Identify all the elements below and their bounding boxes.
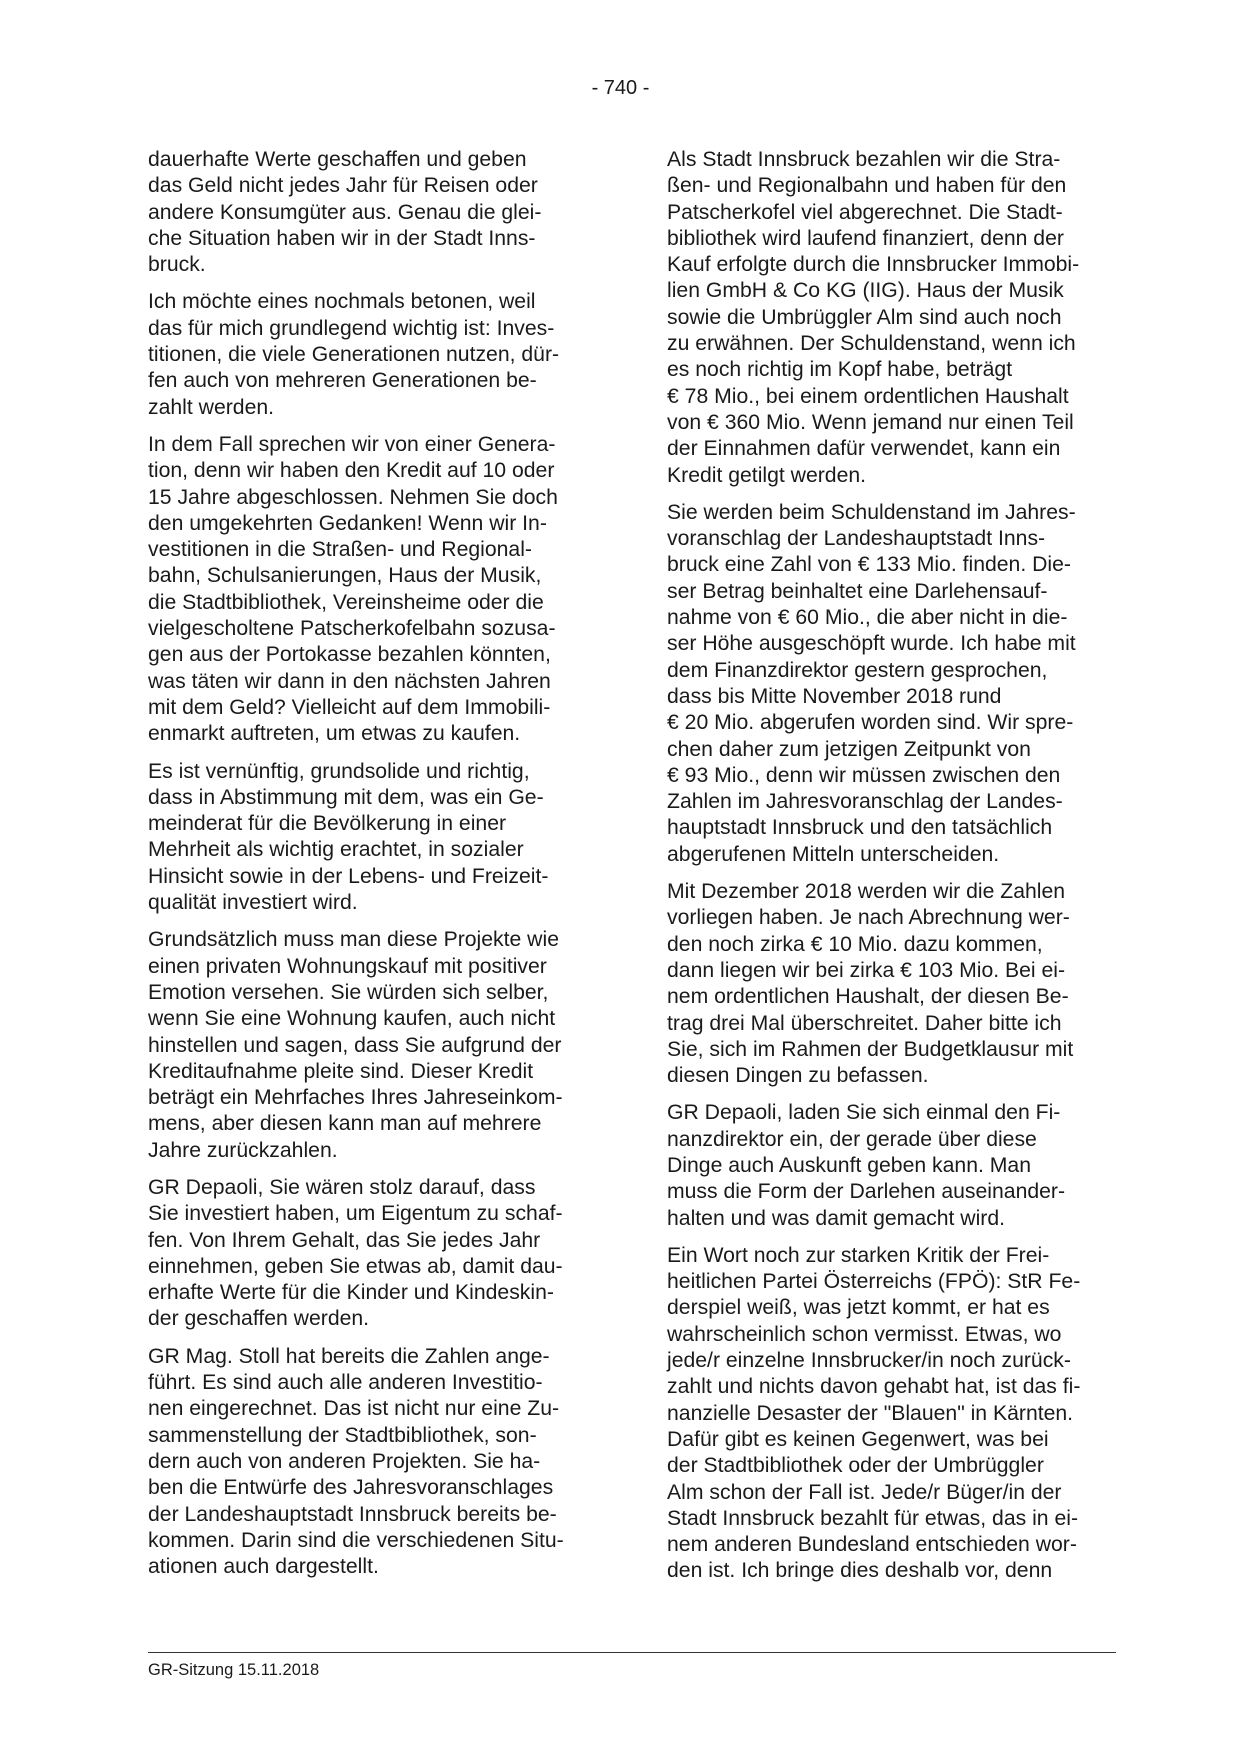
text-line: dann liegen wir bei zirka € 103 Mio. Bei ei-: [667, 958, 1066, 982]
left-paragraph-7: [148, 1344, 584, 1581]
text-line: beträgt ein Mehrfaches Ihres Jahreseinkom-: [148, 1086, 563, 1110]
right-paragraph-2: [667, 500, 1103, 868]
text-line: sowie die Umbrüggler Alm sind auch noch: [667, 305, 1062, 329]
text-line: fen. Von Ihrem Gehalt, das Sie jedes Jahr: [148, 1228, 541, 1252]
left-column: [148, 147, 584, 1591]
text-line: zu erwähnen. Der Schuldenstand, wenn ich: [667, 332, 1076, 356]
text-line: hinstellen und sagen, dass Sie aufgrund der: [148, 1033, 562, 1057]
text-line: hauptstadt Innsbruck und den tatsächlich: [667, 816, 1053, 840]
text-line: Kauf erfolgte durch die Innsbrucker Immobi-: [667, 253, 1080, 277]
text-line: dauerhafte Werte geschaffen und geben: [148, 148, 527, 171]
text-line: ationen auch dargestellt.: [148, 1555, 379, 1579]
text-line: vielgescholtene Patscherkofelbahn sozusa-: [148, 617, 556, 641]
text-line: mens, aber diesen kann man auf mehrere: [148, 1112, 542, 1136]
right-column: [667, 147, 1103, 1596]
text-line: den noch zirka € 10 Mio. dazu kommen,: [667, 932, 1043, 956]
text-line: Kredit getilgt werden.: [667, 463, 867, 487]
right-paragraph-5: [667, 1243, 1103, 1585]
text-line: qualität investiert wird.: [148, 891, 358, 915]
text-line: dass in Abstimmung mit dem, was ein Ge-: [148, 785, 544, 809]
page-number: - 740 -: [591, 77, 650, 99]
text-line: chen daher zum jetzigen Zeitpunkt von: [667, 737, 1031, 761]
text-line: Zahlen im Jahresvoranschlag der Landes-: [667, 790, 1063, 814]
text-line: voranschlag der Landeshauptstadt Inns-: [667, 527, 1046, 551]
left-paragraph-1: [148, 147, 584, 278]
text-line: Hinsicht sowie in der Lebens- und Freizeit-: [148, 864, 549, 888]
text-line: den umgekehrten Gedanken! Wenn wir In-: [148, 511, 547, 535]
text-line: der Stadtbibliothek oder der Umbrüggler: [667, 1454, 1044, 1478]
text-line: diesen Dingen zu befassen.: [667, 1064, 929, 1088]
text-line: bruck.: [148, 253, 206, 277]
text-line: titionen, die viele Generationen nutzen, dür-: [148, 343, 560, 367]
text-line: gen aus der Portokasse bezahlen könnten,: [148, 643, 551, 667]
text-line: trag drei Mal überschreitet. Daher bitte ich: [667, 1011, 1062, 1035]
text-line: Ein Wort noch zur starken Kritik der Frei-: [667, 1243, 1050, 1267]
footer-session-date: GR-Sitzung 15.11.2018: [148, 1661, 320, 1679]
text-line: Patscherkofel viel abgerechnet. Die Stadt-: [667, 200, 1063, 224]
text-line: halten und was damit gemacht wird.: [667, 1206, 1005, 1230]
text-line: che Situation haben wir in der Stadt Inns-: [148, 226, 536, 250]
text-line: einen privaten Wohnungskauf mit positiver: [148, 954, 547, 978]
text-line: muss die Form der Darlehen auseinander-: [667, 1180, 1066, 1204]
text-line: fen auch von mehreren Generationen be-: [148, 369, 537, 393]
text-line: nahme von € 60 Mio., die aber nicht in die-: [667, 606, 1068, 630]
text-line: ben die Entwürfe des Jahresvoranschlages: [148, 1476, 554, 1500]
text-line: mit dem Geld? Vielleicht auf dem Immobili-: [148, 695, 551, 719]
text-line: Jahre zurückzahlen.: [148, 1138, 338, 1162]
text-line: wahrscheinlich schon vermisst. Etwas, wo: [667, 1322, 1062, 1346]
footer-divider: [148, 1652, 1116, 1653]
left-paragraph-3: [148, 432, 584, 748]
text-line: Emotion versehen. Sie würden sich selber,: [148, 980, 549, 1004]
text-line: die Stadtbibliothek, Vereinsheime oder die: [148, 590, 544, 614]
text-line: nanzielle Desaster der "Blauen" in Kärnten.: [667, 1401, 1074, 1425]
right-paragraph-4: [667, 1100, 1103, 1231]
text-line: es noch richtig im Kopf habe, beträgt: [667, 358, 1013, 382]
text-line: GR Depaoli, laden Sie sich einmal den Fi-: [667, 1101, 1061, 1125]
text-line: ser Betrag beinhaltet eine Darlehensauf-: [667, 579, 1048, 603]
left-paragraph-5: [148, 927, 584, 1164]
text-line: jede/r einzelne Innsbrucker/in noch zurück-: [667, 1349, 1071, 1373]
left-paragraph-2: [148, 289, 584, 420]
right-paragraph-1: [667, 147, 1103, 489]
text-line: sammenstellung der Stadtbibliothek, son-: [148, 1423, 537, 1447]
text-line: nem ordentlichen Haushalt, der diesen Be-: [667, 985, 1069, 1009]
text-line: Alm schon der Fall ist. Jede/r Büger/in der: [667, 1480, 1062, 1504]
text-line: Es ist vernünftig, grundsolide und richtig,: [148, 759, 530, 783]
text-line: ser Höhe ausgeschöpft wurde. Ich habe mit: [667, 632, 1076, 656]
text-line: das für mich grundlegend wichtig ist: Inves-: [148, 316, 555, 340]
text-line: der Landeshauptstadt Innsbruck bereits be-: [148, 1502, 557, 1526]
text-line: der Einnahmen dafür verwendet, kann ein: [667, 437, 1061, 461]
text-line: GR Mag. Stoll hat bereits die Zahlen ange-: [148, 1344, 550, 1368]
text-line: was täten wir dann in den nächsten Jahren: [148, 669, 551, 693]
left-paragraph-4: [148, 759, 584, 917]
text-line: bahn, Schulsanierungen, Haus der Musik,: [148, 564, 542, 588]
text-line: € 93 Mio., denn wir müssen zwischen den: [667, 763, 1061, 787]
text-line: vestitionen in die Straßen- und Regional-: [148, 538, 532, 562]
text-line: Mit Dezember 2018 werden wir die Zahlen: [667, 880, 1066, 904]
text-line: meinderat für die Bevölkerung in einer: [148, 812, 507, 836]
text-line: ßen- und Regionalbahn und haben für den: [667, 174, 1067, 198]
text-line: vorliegen haben. Je nach Abrechnung wer-: [667, 906, 1070, 930]
text-line: zahlt und nichts davon gehabt hat, ist das fi-: [667, 1375, 1081, 1399]
text-line: Stadt Innsbruck bezahlt für etwas, das in ei-: [667, 1506, 1079, 1530]
text-line: führt. Es sind auch alle anderen Investitio-: [148, 1371, 543, 1395]
text-line: Dafür gibt es keinen Gegenwert, was bei: [667, 1427, 1049, 1451]
text-line: Dinge auch Auskunft geben kann. Man: [667, 1153, 1031, 1177]
text-line: nem anderen Bundesland entschieden wor-: [667, 1533, 1077, 1557]
left-paragraph-6: [148, 1175, 584, 1333]
text-line: Sie, sich im Rahmen der Budgetklausur mit: [667, 1037, 1074, 1061]
text-line: € 20 Mio. abgerufen worden sind. Wir spre-: [667, 711, 1074, 735]
text-line: GR Depaoli, Sie wären stolz darauf, dass: [148, 1175, 536, 1199]
text-line: € 78 Mio., bei einem ordentlichen Haushalt: [667, 384, 1069, 408]
text-line: lien GmbH & Co KG (IIG). Haus der Musik: [667, 279, 1064, 303]
text-line: Als Stadt Innsbruck bezahlen wir die Stra-: [667, 148, 1061, 171]
text-line: heitlichen Partei Österreichs (FPÖ): StR Fe-: [667, 1270, 1081, 1294]
text-line: Sie werden beim Schuldenstand im Jahres-: [667, 500, 1076, 524]
text-line: wenn Sie eine Wohnung kaufen, auch nicht: [148, 1007, 556, 1031]
text-line: enmarkt auftreten, um etwas zu kaufen.: [148, 722, 521, 746]
text-line: bibliothek wird laufend finanziert, denn der: [667, 226, 1064, 250]
text-line: tion, denn wir haben den Kredit auf 10 oder: [148, 459, 555, 483]
text-line: abgerufenen Mitteln unterscheiden.: [667, 842, 1000, 866]
text-line: derspiel weiß, was jetzt kommt, er hat es: [667, 1296, 1050, 1320]
text-line: erhafte Werte für die Kinder und Kindeskin-: [148, 1281, 554, 1305]
text-line: kommen. Darin sind die verschiedenen Situ-: [148, 1528, 564, 1552]
text-line: dass bis Mitte November 2018 rund: [667, 684, 1002, 708]
text-line: Kreditaufnahme pleite sind. Dieser Kredit: [148, 1059, 534, 1083]
text-line: andere Konsumgüter aus. Genau die glei-: [148, 200, 542, 224]
text-line: nen eingerechnet. Das ist nicht nur eine Zu-: [148, 1397, 560, 1421]
text-line: zahlt werden.: [148, 395, 275, 419]
text-line: 15 Jahre abgeschlossen. Nehmen Sie doch: [148, 485, 558, 509]
right-paragraph-3: [667, 879, 1103, 1089]
text-line: Grundsätzlich muss man diese Projekte wie: [148, 928, 559, 952]
text-line: einnehmen, geben Sie etwas ab, damit dau-: [148, 1254, 563, 1278]
text-line: Sie investiert haben, um Eigentum zu schaf-: [148, 1202, 563, 1226]
text-line: dern auch von anderen Projekten. Sie ha-: [148, 1449, 541, 1473]
text-line: das Geld nicht jedes Jahr für Reisen oder: [148, 174, 538, 198]
text-line: In dem Fall sprechen wir von einer Genera-: [148, 432, 556, 456]
text-line: Mehrheit als wichtig erachtet, in sozialer: [148, 838, 524, 862]
text-line: von € 360 Mio. Wenn jemand nur einen Teil: [667, 410, 1074, 434]
text-line: der geschaffen werden.: [148, 1307, 370, 1331]
text-line: bruck eine Zahl von € 133 Mio. finden. Die-: [667, 553, 1071, 577]
text-line: dem Finanzdirektor gestern gesprochen,: [667, 658, 1048, 682]
text-line: nanzdirektor ein, der gerade über diese: [667, 1127, 1037, 1151]
text-line: den ist. Ich bringe dies deshalb vor, denn: [667, 1559, 1053, 1583]
text-line: Ich möchte eines nochmals betonen, weil: [148, 290, 536, 314]
